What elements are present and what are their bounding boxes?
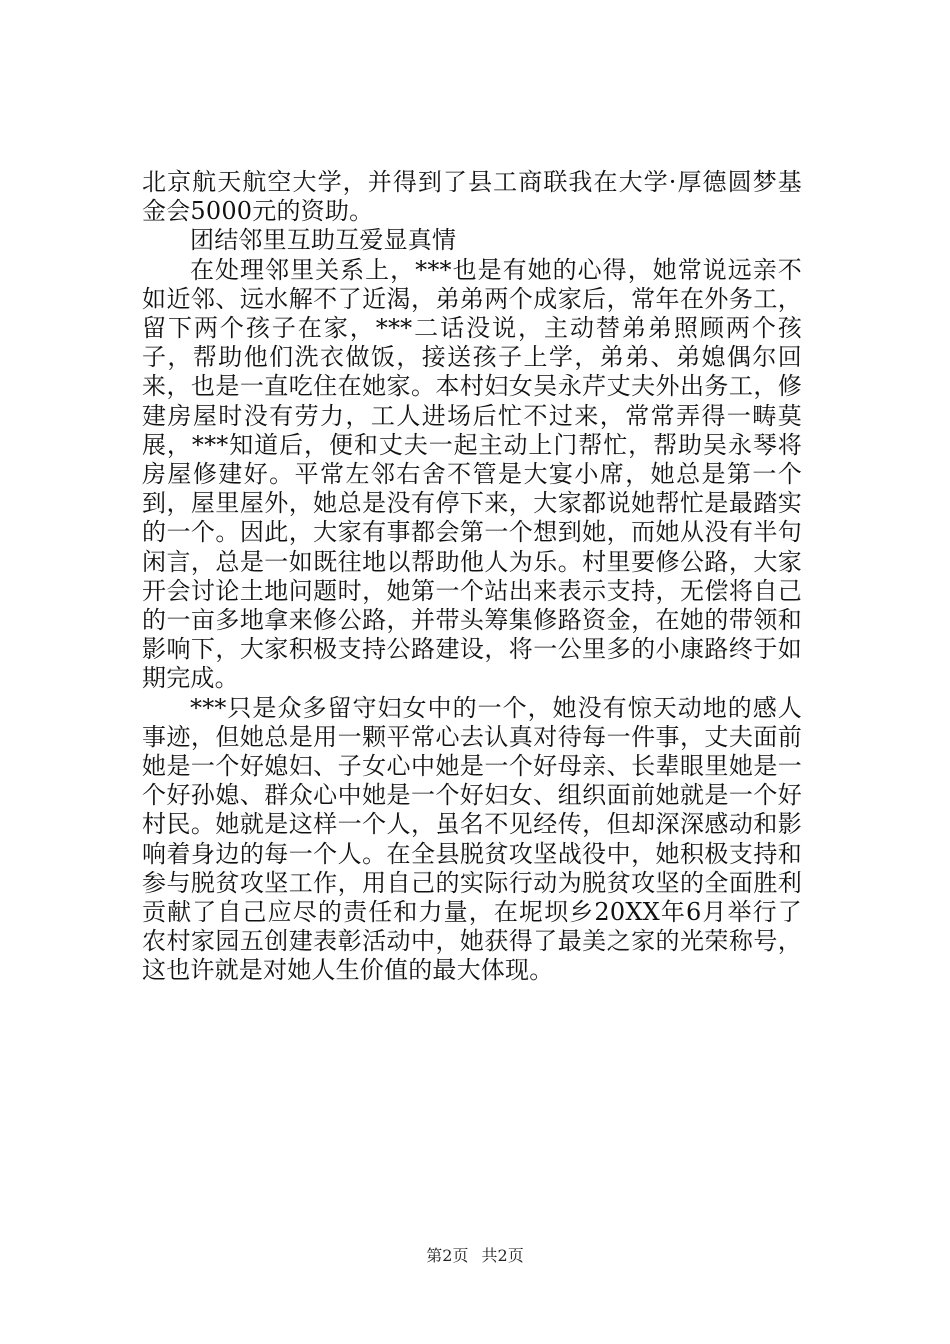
page-total: 共2页 — [481, 1246, 524, 1265]
page-footer — [0, 1246, 950, 1266]
paragraph-neighbors: 在处理邻里关系上，***也是有她的心得，她常说远亲不如近邻、远水解不了近渴，弟弟两个成家后，常年在外务工，留下两个孩子在家，***二话没说，主动替弟弟照顾两个孩子，帮助他们洗衣做饭，接送孩子上学，弟弟、弟媳偶尔回来，也是一直吃住在她家。本村妇女吴永芹丈夫外出务工，修建房屋时没有劳力，工人进场后忙不过来，常常弄得一畴莫展，***知道后，便和丈夫一起主动上门帮忙，帮助吴永琴将房屋修建好。平常左邻右舍不管是大宴小席，她总是第一个到，屋里屋外，她总是没有停下来，大家都说她帮忙是最踏实的一个。因此，大家有事都会第一个想到她，而她从没有半句闲言，总是一如既往地以帮助他人为乐。村里要修公路，大家开会讨论土地问题时，她第一个站出来表示支持，无偿将自己的一亩多地拿来修公路，并带头筹集修路资金，在她的带领和影响下，大家积极支持公路建设，将一公里多的小康路终于如期完成。 — [142, 255, 802, 693]
paragraph-summary: ***只是众多留守妇女中的一个，她没有惊天动地的感人事迹，但她总是用一颗平常心去认真对待每一件事，丈夫面前她是一个好媳妇、子女心中她是一个好母亲、长辈眼里她是一个好孙媳、群众心中她是一个好妇女、组织面前她就是一个好村民。她就是这样一个人，虽名不见经传，但却深深感动和影响着身边的每一个人。在全县脱贫攻坚战役中，她积极支持和参与脱贫攻坚工作，用自己的实际行动为脱贫攻坚的全面胜利贡献了自己应尽的责任和力量，在坭坝乡20XX年6月举行了农村家园五创建表彰活动中，她获得了最美之家的光荣称号，这也许就是对她人生价值的最大体现。 — [142, 693, 802, 985]
document-body — [142, 168, 802, 986]
paragraph-continuation: 北京航天航空大学，并得到了县工商联我在大学·厚德圆梦基金会5000元的资助。 — [142, 168, 802, 226]
section-heading: 团结邻里互助互爱显真情 — [190, 226, 457, 255]
page-number: 第2页 — [426, 1246, 469, 1265]
